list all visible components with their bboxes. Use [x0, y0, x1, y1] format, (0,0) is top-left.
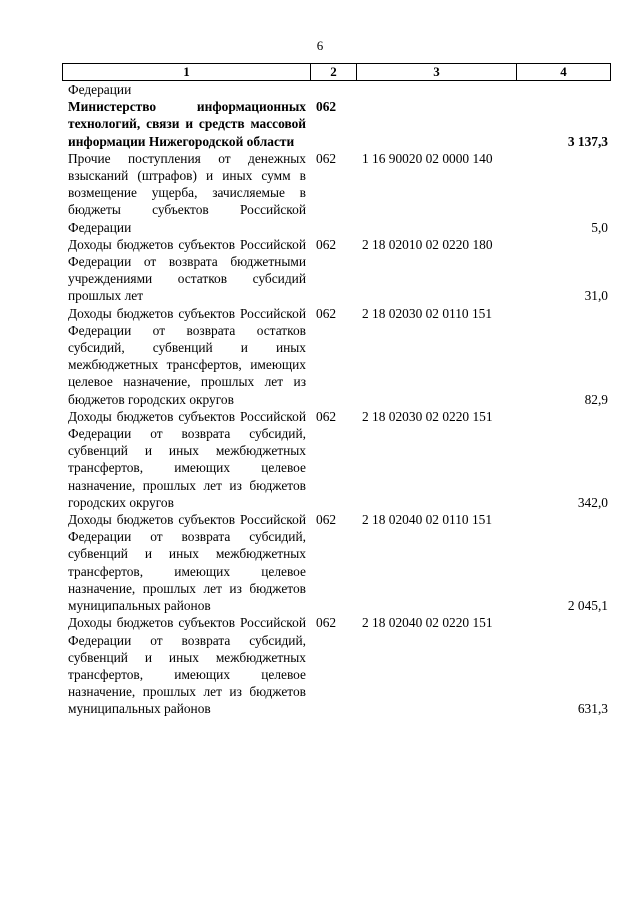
column-header-4: 4 [517, 64, 611, 81]
row-name: Доходы бюджетов субъектов Российской Федерации от возврата субсидий, субвенций и иных межбюджетных трансфертов, имеющих целевое назначение, прошлых лет из бюджетов муниципальных районов [68, 615, 306, 717]
row-amount: 2 045,1 [567, 598, 608, 614]
row-budget-code: 2 18 02040 02 0110 151 [362, 512, 493, 528]
row-name: Доходы бюджетов субъектов Российской Федерации от возврата субсидий, субвенций и иных межбюджетных трансфертов, имеющих целевое назначение, прошлых лет из бюджетов муниципальных районов [68, 512, 306, 614]
row-amount: 82,9 [584, 391, 608, 407]
row-amount: 342,0 [577, 494, 608, 510]
row-admin-code: 062 [316, 408, 337, 424]
row-budget-code: 2 18 02030 02 0220 151 [362, 408, 493, 424]
table-row [62, 408, 610, 511]
row-budget-code: 1 16 90020 02 0000 140 [362, 150, 493, 166]
row-name: Прочие поступления от денежных взысканий (штрафов) и иных сумм в возмещение ущерба, зачисляемые в бюджеты субъектов Российской Федерации [68, 150, 306, 235]
continuation-text: Федерации [68, 82, 132, 97]
table-row [62, 98, 610, 150]
row-budget-code: 2 18 02030 02 0110 151 [362, 305, 493, 321]
row-amount: 5,0 [591, 219, 608, 235]
column-header-1: 1 [63, 64, 311, 81]
table-row [62, 150, 610, 236]
page-number: 6 [316, 38, 324, 53]
row-name: Доходы бюджетов субъектов Российской Федерации от возврата бюджетными учреждениями остатков субсидий прошлых лет [68, 236, 306, 304]
table-row [62, 305, 610, 408]
column-header-2: 2 [311, 64, 357, 81]
table-row [62, 614, 610, 717]
row-admin-code: 062 [316, 305, 337, 321]
row-admin-code: 062 [316, 150, 337, 166]
row-amount: 3 137,3 [567, 133, 608, 149]
row-name: Министерство информационных технологий, связи и средств массовой информации Нижегородской области [68, 99, 306, 149]
row-amount: 31,0 [584, 288, 608, 304]
row-admin-code: 062 [316, 99, 337, 115]
row-admin-code: 062 [316, 615, 337, 631]
column-header-3: 3 [357, 64, 517, 81]
table-row [62, 236, 610, 305]
row-budget-code: 2 18 02010 02 0220 180 [362, 236, 493, 252]
row-admin-code: 062 [316, 512, 337, 528]
continuation-row [62, 81, 610, 98]
row-name: Доходы бюджетов субъектов Российской Федерации от возврата субсидий, субвенций и иных межбюджетных трансфертов, имеющих целевое назначение, прошлых лет из бюджетов городских округов [68, 408, 306, 510]
table-row [62, 511, 610, 614]
table-header [62, 63, 611, 81]
table-body [62, 81, 610, 718]
row-budget-code: 2 18 02040 02 0220 151 [362, 615, 493, 631]
row-amount: 631,3 [577, 701, 608, 717]
row-name: Доходы бюджетов субъектов Российской Федерации от возврата остатков субсидий, субвенций и иных межбюджетных трансфертов, имеющих целевое назначение, прошлых лет из бюджетов городских округов [68, 305, 306, 407]
row-admin-code: 062 [316, 236, 337, 252]
